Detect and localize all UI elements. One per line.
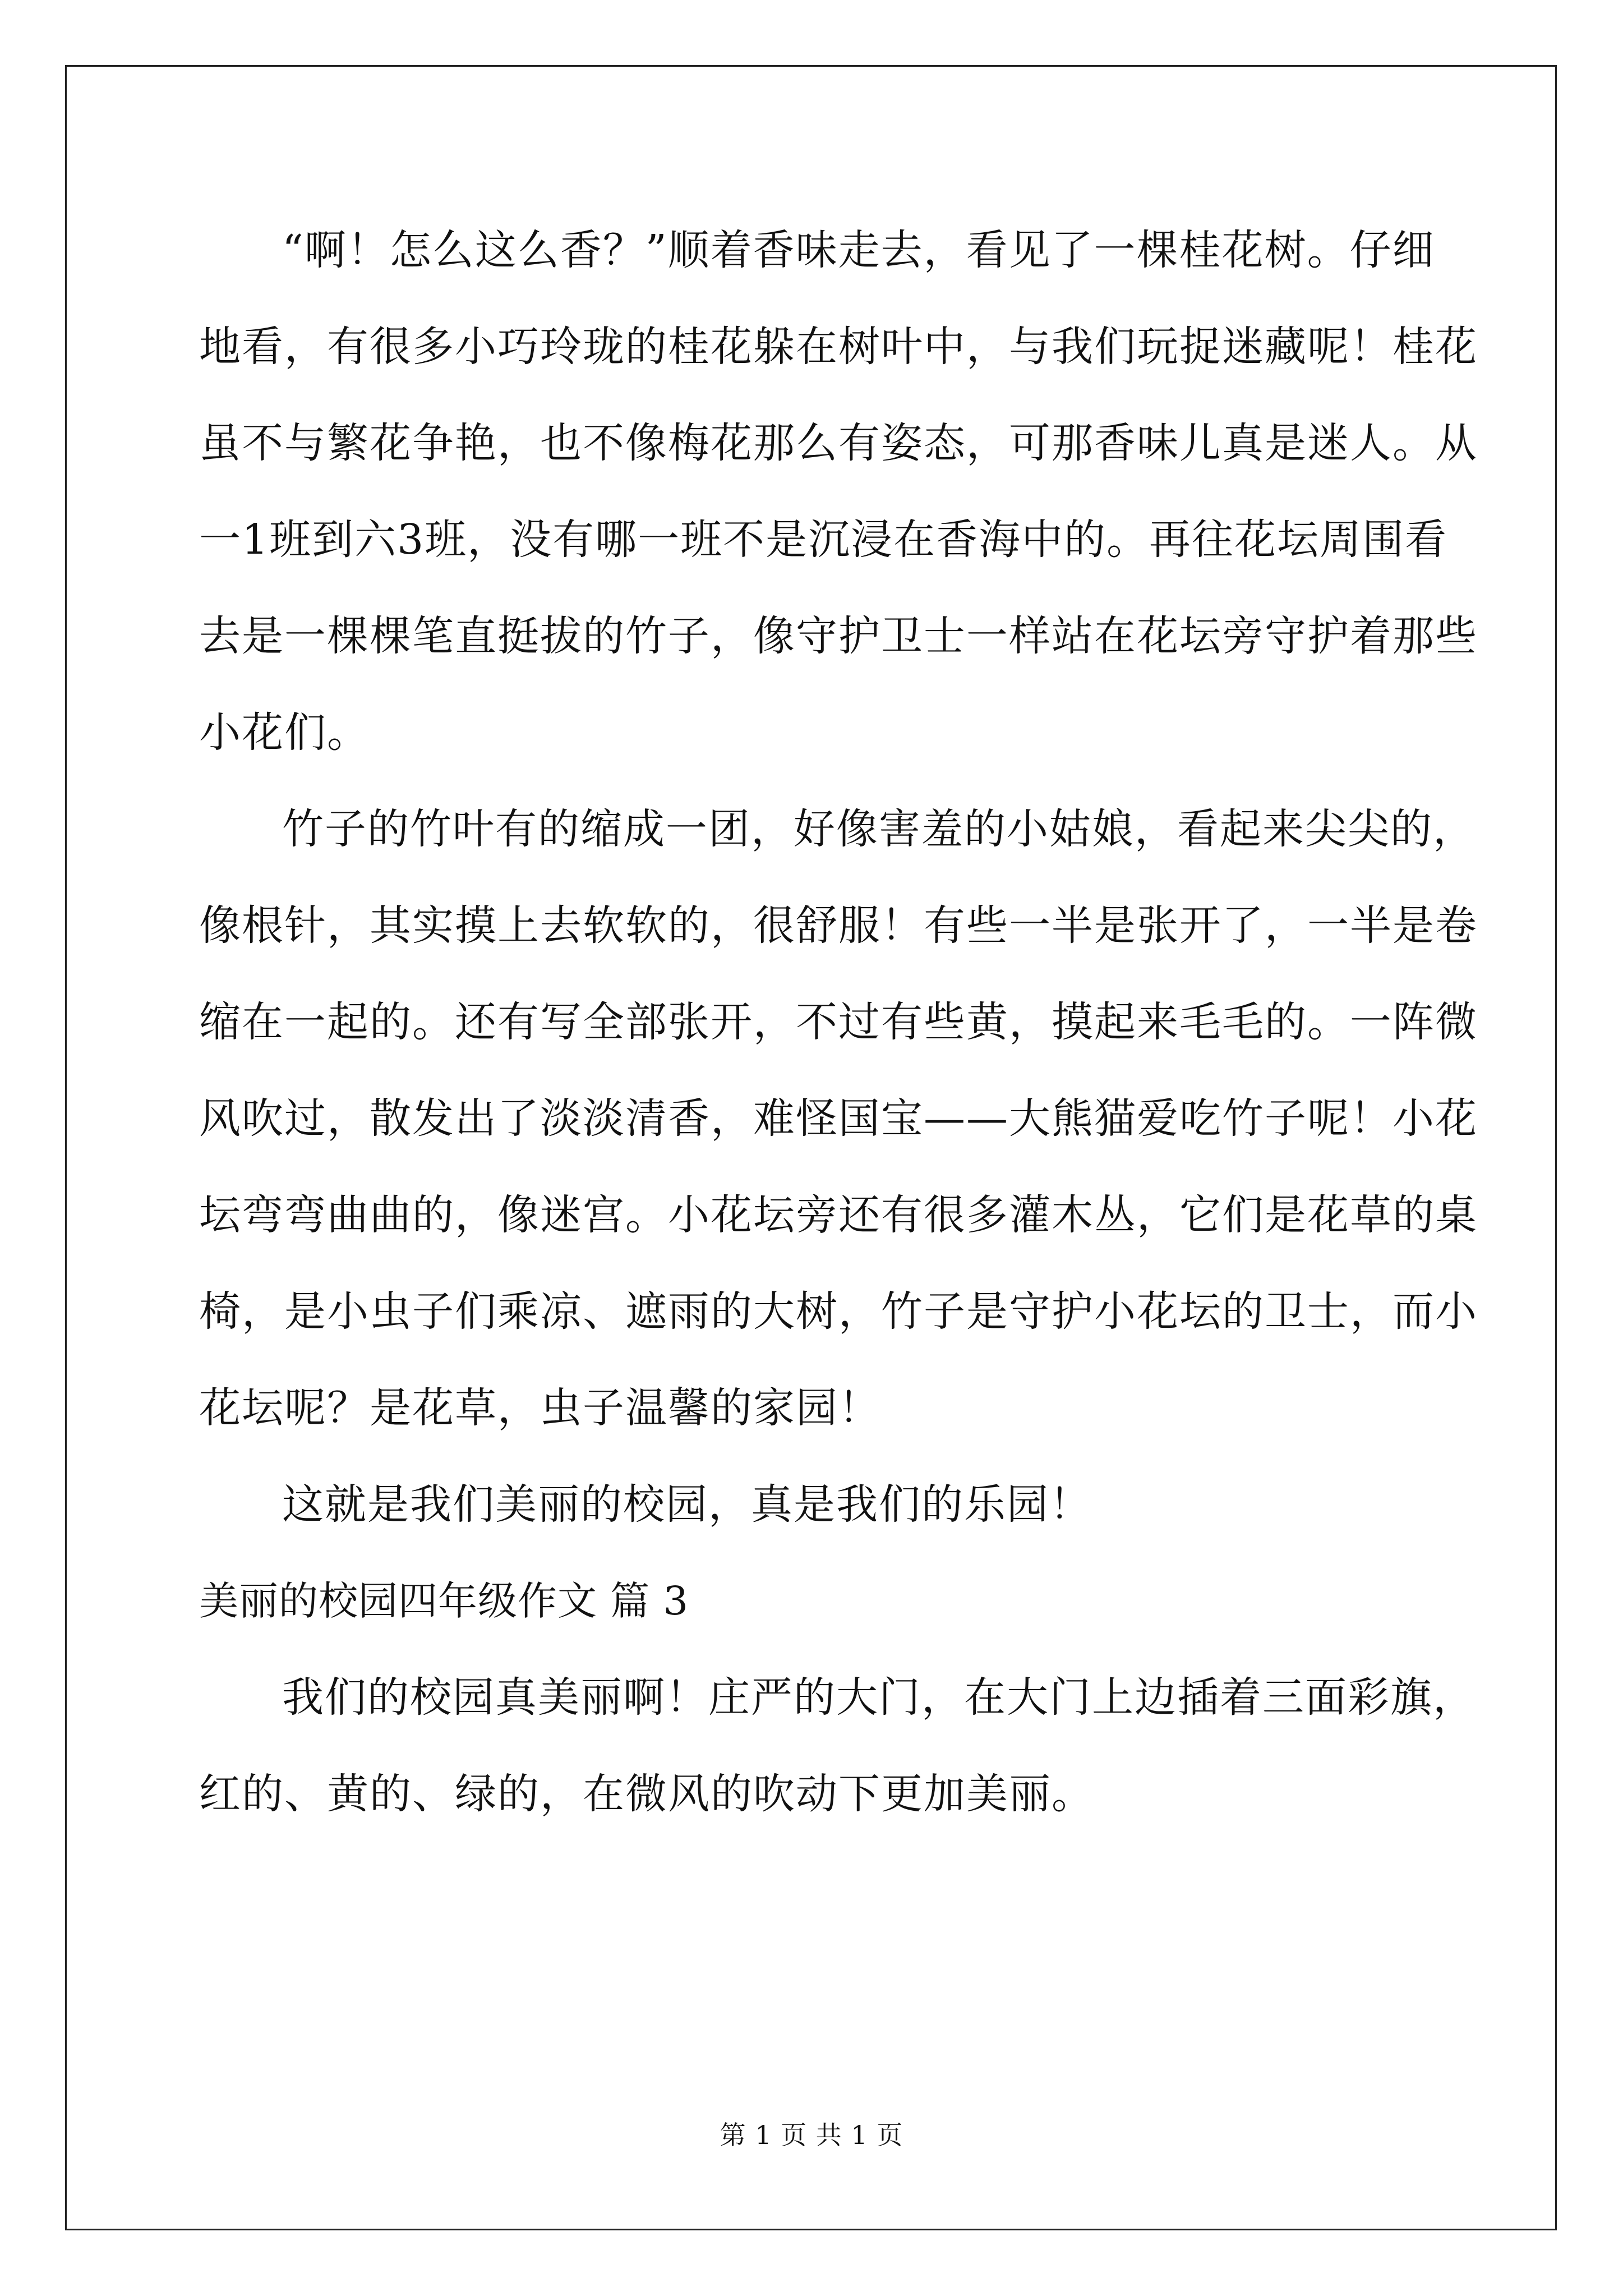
- text-line: 像根针，其实摸上去软软的，很舒服！有些一半是张开了，一半是卷: [199, 901, 1478, 950]
- text-line: 小花们。: [199, 708, 370, 757]
- text-line: 缩在一起的。还有写全部张开，不过有些黄，摸起来毛毛的。一阵微: [199, 998, 1478, 1046]
- paragraph-2: [199, 781, 1478, 1456]
- page-footer: 第 1 页 共 1 页: [720, 2120, 903, 2150]
- section-heading: 美丽的校园四年级作文 篇 3: [199, 1578, 689, 1624]
- text-line: 竹子的竹叶有的缩成一团，好像害羞的小姑娘，看起来尖尖的，: [282, 805, 1476, 853]
- paragraph-4: [199, 1649, 1476, 1842]
- document-body: [199, 202, 1478, 1842]
- text-line: 坛弯弯曲曲的，像迷宫。小花坛旁还有很多灌木丛，它们是花草的桌: [199, 1191, 1478, 1239]
- text-line: 花坛呢？是花草，虫子温馨的家园！: [199, 1384, 881, 1432]
- paragraph-1: [199, 202, 1478, 781]
- text-line: 椅，是小虫子们乘凉、遮雨的大树，竹子是守护小花坛的卫士，而小: [199, 1287, 1478, 1336]
- text-line: 去是一棵棵笔直挺拔的竹子，像守护卫士一样站在花坛旁守护着那些: [199, 612, 1478, 660]
- text-line: 风吹过，散发出了淡淡清香，难怪国宝——大熊猫爱吃竹子呢！小花: [199, 1094, 1478, 1143]
- text-line: 我们的校园真美丽啊！庄严的大门，在大门上边插着三面彩旗，: [282, 1673, 1476, 1722]
- text-line: 地看，有很多小巧玲珑的桂花躲在树叶中，与我们玩捉迷藏呢！桂花: [199, 323, 1478, 371]
- text-line: 一1班到六3班，没有哪一班不是沉浸在香海中的。再往花坛周围看: [199, 516, 1448, 564]
- text-line: 虽不与繁花争艳，也不像梅花那么有姿态，可那香味儿真是迷人。从: [199, 419, 1478, 467]
- text-line: “啊！怎么这么香？”顺着香味走去，看见了一棵桂花树。仔细: [282, 226, 1435, 274]
- text-line: 红的、黄的、绿的，在微风的吹动下更加美丽。: [199, 1770, 1094, 1818]
- paragraph-3: [199, 1456, 1438, 1553]
- text-line: 这就是我们美丽的校园，真是我们的乐园！: [282, 1480, 1092, 1529]
